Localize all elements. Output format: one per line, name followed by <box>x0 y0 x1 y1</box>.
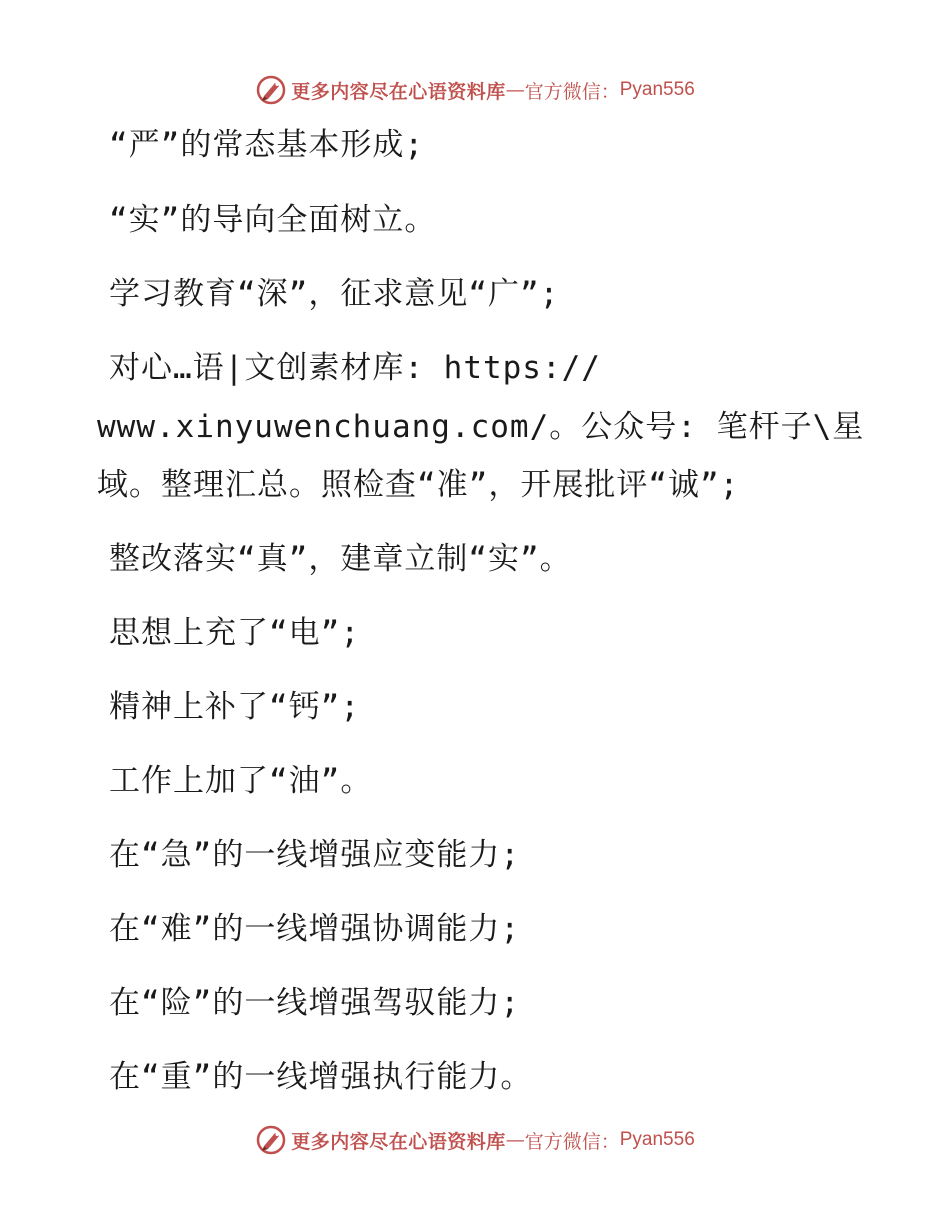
body-line: 学习教育“深”，征求意见“广”; <box>109 276 560 312</box>
body-line: 精神上补了“钙”; <box>109 689 360 725</box>
body-line: 域。整理汇总。照检查“准”，开展批评“诚”; <box>97 467 740 503</box>
body-line: 在“重”的一线增强执行能力。 <box>109 1059 533 1095</box>
body-line: 工作上加了“油”。 <box>109 763 373 799</box>
body-line: 整改落实“真”，建章立制“实”。 <box>109 541 572 577</box>
header-watermark-banner <box>0 70 950 110</box>
body-line: 思想上充了“电”; <box>109 615 360 651</box>
footer-watermark-banner <box>0 1120 950 1160</box>
body-line: “严”的常态基本形成; <box>109 127 424 163</box>
pen-logo-icon <box>255 74 287 106</box>
banner-sub-text: 官方微信： <box>524 80 620 103</box>
banner-wechat-id: Pyan556 <box>619 79 695 100</box>
body-line: 在“险”的一线增强驾驭能力; <box>109 985 520 1021</box>
body-line: www.xinyuwenchuang.com/。公众号: 笔杆子\星 <box>97 409 865 445</box>
banner-wechat-id: Pyan556 <box>619 1129 695 1150</box>
banner-sub-text: 官方微信： <box>524 1130 620 1153</box>
body-line: 在“急”的一线增强应变能力; <box>109 837 520 873</box>
banner-main-text: 更多内容尽在心语资料库 <box>291 1130 506 1153</box>
banner-main-text: 更多内容尽在心语资料库 <box>291 80 506 103</box>
body-line: 对心…语|文创素材库: https:// <box>109 350 601 386</box>
body-line: 在“难”的一线增强协调能力; <box>109 911 520 947</box>
pen-logo-icon <box>255 1124 287 1156</box>
banner-separator: — <box>505 1129 525 1151</box>
body-line: “实”的导向全面树立。 <box>109 202 437 238</box>
banner-separator: — <box>505 79 525 101</box>
